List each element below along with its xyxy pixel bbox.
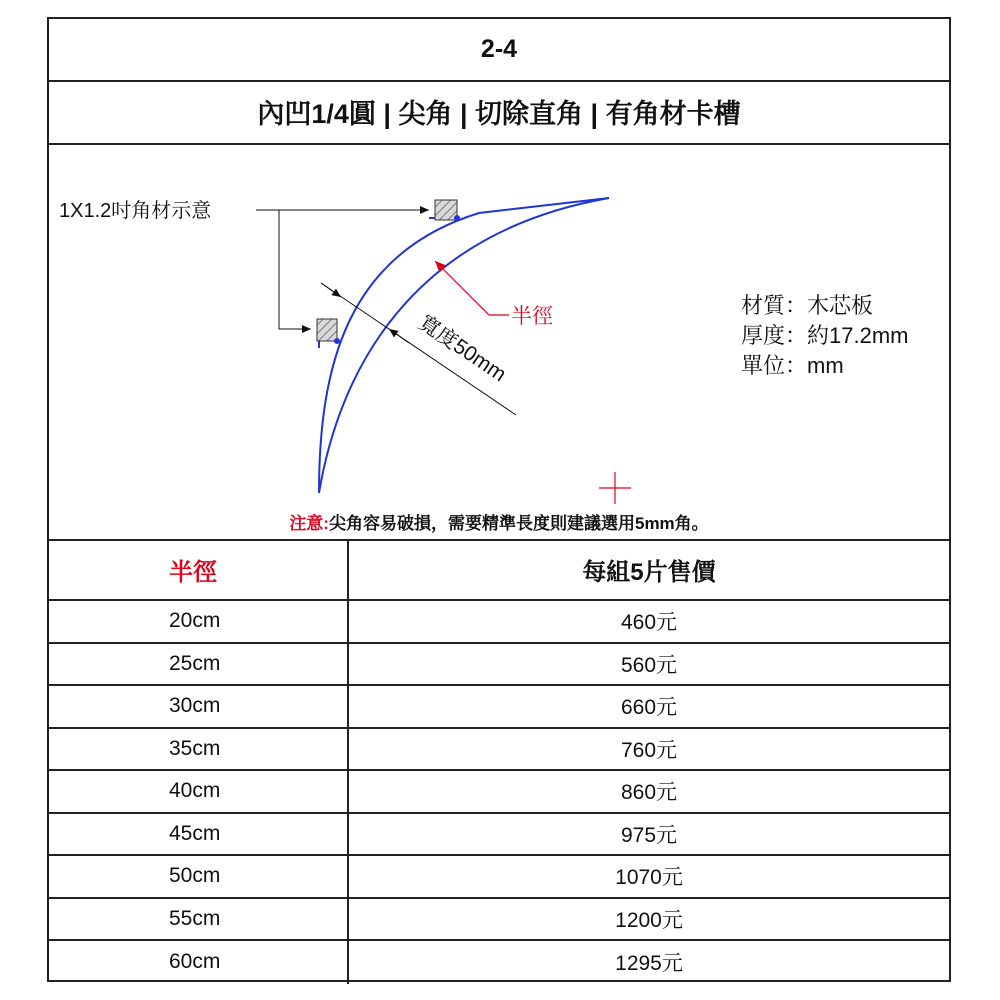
corner-block-left xyxy=(317,319,337,341)
corner-label: 1X1.2吋角材示意 xyxy=(59,200,212,222)
width-label: 寬度50mm xyxy=(414,311,511,387)
cell-price: 1200元 xyxy=(615,908,683,932)
spec-block xyxy=(741,291,908,381)
table-row xyxy=(49,771,949,814)
header-price: 每組5片售價 xyxy=(582,558,716,586)
diagram-panel xyxy=(49,143,949,541)
product-code: 2-4 xyxy=(49,19,949,82)
spec-unit: 單位：mm xyxy=(741,353,844,378)
cell-price: 1295元 xyxy=(615,952,683,976)
warning-prefix: 注意: xyxy=(289,514,329,533)
table-row xyxy=(49,814,949,857)
corner-dot-left xyxy=(334,338,340,344)
cell-radius: 30cm xyxy=(49,686,349,727)
table-row xyxy=(49,729,949,772)
table-header-row xyxy=(49,539,949,601)
cell-radius: 35cm xyxy=(49,729,349,770)
product-subtitle: 內凹1/4圓 | 尖角 | 切除直角 | 有角材卡槽 xyxy=(49,80,949,145)
cell-radius: 55cm xyxy=(49,899,349,940)
cell-price: 660元 xyxy=(620,696,678,720)
warning-note xyxy=(49,509,949,534)
cell-price: 560元 xyxy=(620,653,678,677)
cell-radius: 25cm xyxy=(49,644,349,685)
table-row xyxy=(49,856,949,899)
corner-dot-top xyxy=(454,215,460,221)
spec-material: 材質：木芯板 xyxy=(741,293,874,318)
cell-radius: 60cm xyxy=(49,941,349,984)
table-row xyxy=(49,941,949,984)
table-row xyxy=(49,686,949,729)
price-table xyxy=(49,539,949,984)
cell-price: 460元 xyxy=(620,611,678,635)
cell-price: 975元 xyxy=(620,823,678,847)
leader-left xyxy=(279,210,311,329)
cell-price: 1070元 xyxy=(615,866,683,890)
cell-radius: 50cm xyxy=(49,856,349,897)
table-row xyxy=(49,899,949,942)
cell-price: 760元 xyxy=(620,738,678,762)
cell-radius: 40cm xyxy=(49,771,349,812)
warning-text: 尖角容易破損，需要精準長度則建議選用5mm角。 xyxy=(328,514,709,533)
cell-radius: 45cm xyxy=(49,814,349,855)
product-frame xyxy=(47,17,951,982)
corner-block-top xyxy=(435,200,457,220)
width-dimension-line xyxy=(321,283,516,415)
radius-label: 半徑 xyxy=(511,305,553,328)
radius-pointer xyxy=(435,261,509,315)
header-radius: 半徑 xyxy=(49,539,349,599)
cell-price: 860元 xyxy=(620,781,678,805)
spec-thickness: 厚度：約17.2mm xyxy=(741,323,909,348)
table-row xyxy=(49,601,949,644)
cell-radius: 20cm xyxy=(49,601,349,642)
table-row xyxy=(49,644,949,687)
